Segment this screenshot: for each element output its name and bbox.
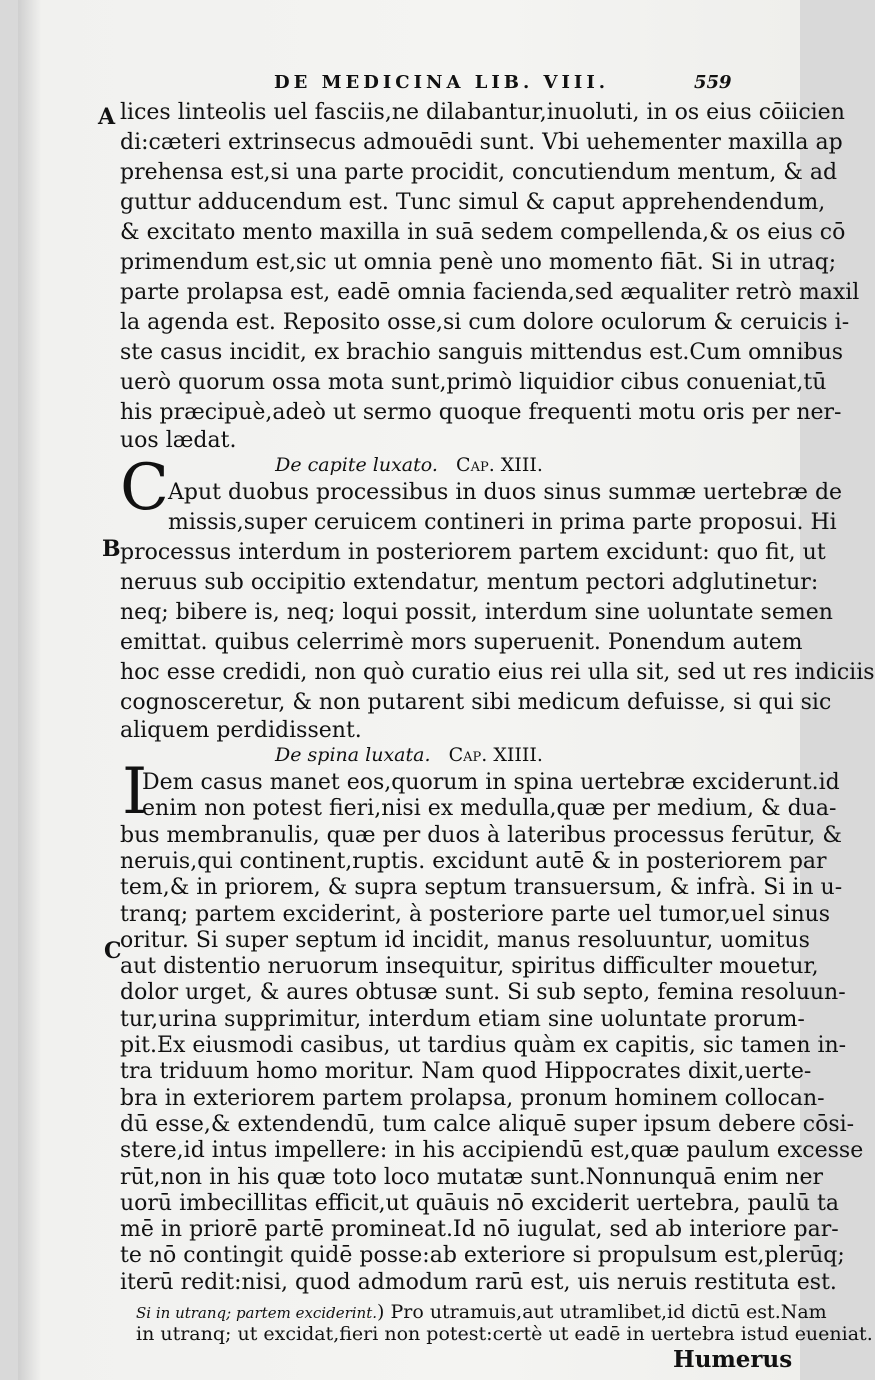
text-line: enim non potest fieri,nisi ex medulla,quæ per medium, & dua- (142, 796, 837, 822)
text-line: stere,id intus impellere: in his accipiendū est,quæ paulum excesse (120, 1138, 864, 1164)
text-line: parte prolapsa est, eadē omnia facienda,sed æqualiter retrò maxil (120, 280, 860, 305)
text-line: cognosceretur, & non putarent sibi medicum defuisse, si qui sic (120, 690, 832, 715)
text-line: tra triduum homo moritur. Nam quod Hippocrates dixit,uerte- (120, 1059, 812, 1085)
catchword: Humerus (673, 1346, 793, 1373)
text-line: dū esse,& extendendū, tum calce aliquē super ipsum debere cōsi- (120, 1111, 855, 1137)
chapter-14-number: Cap. XIIII. (448, 744, 543, 766)
text-line: missis,super ceruicem contineri in prima parte proposui. Hi (168, 510, 837, 535)
chapter-13-title: De capite luxato. (275, 454, 438, 476)
text-line: dolor urget, & aures obtusæ sunt. Si sub septo, femina resoluun- (120, 980, 846, 1006)
text-line: tranq; partem exciderint, à posteriore parte uel tumor,uel sinus (120, 901, 831, 927)
note-text: ) Pro utramuis,aut utramlibet,id dictū est.Nam (377, 1301, 827, 1323)
chapter-14-dropcap: I (122, 755, 148, 829)
text-line: oritur. Si super septum id incidit, manus resoluuntur, uomitus (120, 927, 810, 953)
margin-letter-c: C (104, 938, 122, 964)
page-header (18, 70, 800, 100)
text-line: Aput duobus processibus in duos sinus summæ uertebræ de (168, 480, 843, 505)
text-line: uerò quorum ossa mota sunt,primò liquidior cibus conueniat,tū (120, 370, 827, 395)
text-line: ste casus incidit, ex brachio sanguis mittendus est.Cum omnibus (120, 340, 844, 365)
text-line: pit.Ex eiusmodi casibus, ut tardius quàm ex capitis, sic tamen in- (120, 1033, 847, 1058)
text-line: Dem casus manet eos,quorum in spina uertebræ exciderunt.id (142, 770, 840, 795)
text-line: rūt,non in his quæ toto loco mutatæ sunt.Nonnunquā enim ner (120, 1164, 823, 1190)
text-line: aut distentio neruorum insequitur, spiritus difficulter mouetur, (120, 954, 819, 980)
text-line: primendum est,sic ut omnia penè uno momento fiāt. Si in utraq; (120, 250, 837, 275)
text-line: guttur adducendum est. Tunc simul & caput apprehendendum, (120, 190, 826, 215)
text-line: neruus sub occipitio extendatur, mentum pectori adglutinetur: (120, 570, 819, 595)
chapter-13-number: Cap. XIII. (456, 454, 543, 476)
text-line: neruis,qui continent,ruptis. excidunt autē & in posteriorem par (120, 848, 827, 874)
note-line-2: in utranq; ut excidat,fieri non potest:certè ut eadē in uertebra istud eueniat. (136, 1323, 873, 1345)
text-line: tur,urina supprimitur, interdum etiam sine uoluntate prorum- (120, 1006, 805, 1032)
text-line: prehensa est,si una parte procidit, concutiendum mentum, & ad (120, 160, 838, 185)
note-line-1 (136, 1300, 827, 1324)
text-line: bus membranulis, quæ per duos à lateribus processus ferūtur, & (120, 822, 842, 848)
note-lemma: Si in utranq; partem exciderint. (136, 1304, 378, 1322)
chapter-14-title: De spina luxata. (275, 744, 431, 766)
text-line: bra in exteriorem partem prolapsa, pronum hominem collocan- (120, 1085, 825, 1111)
text-line: mē in priorē partē promineat.Id nō iugulat, sed ab interiore par- (120, 1217, 839, 1243)
text-line: uorū imbecillitas efficit,ut quāuis nō exciderit uertebra, paulū ta (120, 1190, 840, 1216)
text-line: la agenda est. Reposito osse,si cum dolore oculorum & ceruicis i- (120, 310, 850, 335)
text-line: tem,& in priorem, & supra septum transuersum, & infrà. Si in u- (120, 875, 843, 901)
text-line: neq; bibere is, neq; loqui possit, interdum sine uoluntate semen (120, 600, 833, 625)
text-line: iterū redit:nisi, quod admodum rarū est, uis neruis restituta est. (120, 1269, 837, 1295)
running-title: DE MEDICINA LIB. VIII. (274, 72, 610, 93)
text-line: hoc esse credidi, non quò curatio eius rei ulla sit, sed ut res indiciis (120, 660, 875, 685)
text-line: te nō contingit quidē posse:ab exteriore si propulsum est,plerūq; (120, 1243, 845, 1269)
text-line: di:cæteri extrinsecus admouēdi sunt. Vbi uehementer maxilla ap (120, 130, 843, 155)
text-line: aliquem perdidissent. (120, 718, 362, 743)
text-line: uos lædat. (120, 428, 237, 453)
margin-letter-b: B (102, 536, 121, 562)
book-page (18, 0, 875, 1380)
text-line: lices linteolis uel fasciis,ne dilabantur,inuoluti, in os eius cōiicien (120, 100, 845, 125)
margin-letter-a: A (98, 104, 116, 130)
text-line: emittat. quibus celerrimè mors superuenit. Ponendum autem (120, 630, 803, 655)
text-line: processus interdum in posteriorem partem excidunt: quo fit, ut (120, 540, 826, 565)
text-line: & excitato mento maxilla in suā sedem compellenda,& os eius cō (120, 220, 846, 245)
text-line: his præcipuè,adeò ut sermo quoque frequenti motu oris per ner- (120, 400, 842, 425)
chapter-13-dropcap: C (120, 451, 169, 525)
page-number: 559 (694, 72, 732, 93)
